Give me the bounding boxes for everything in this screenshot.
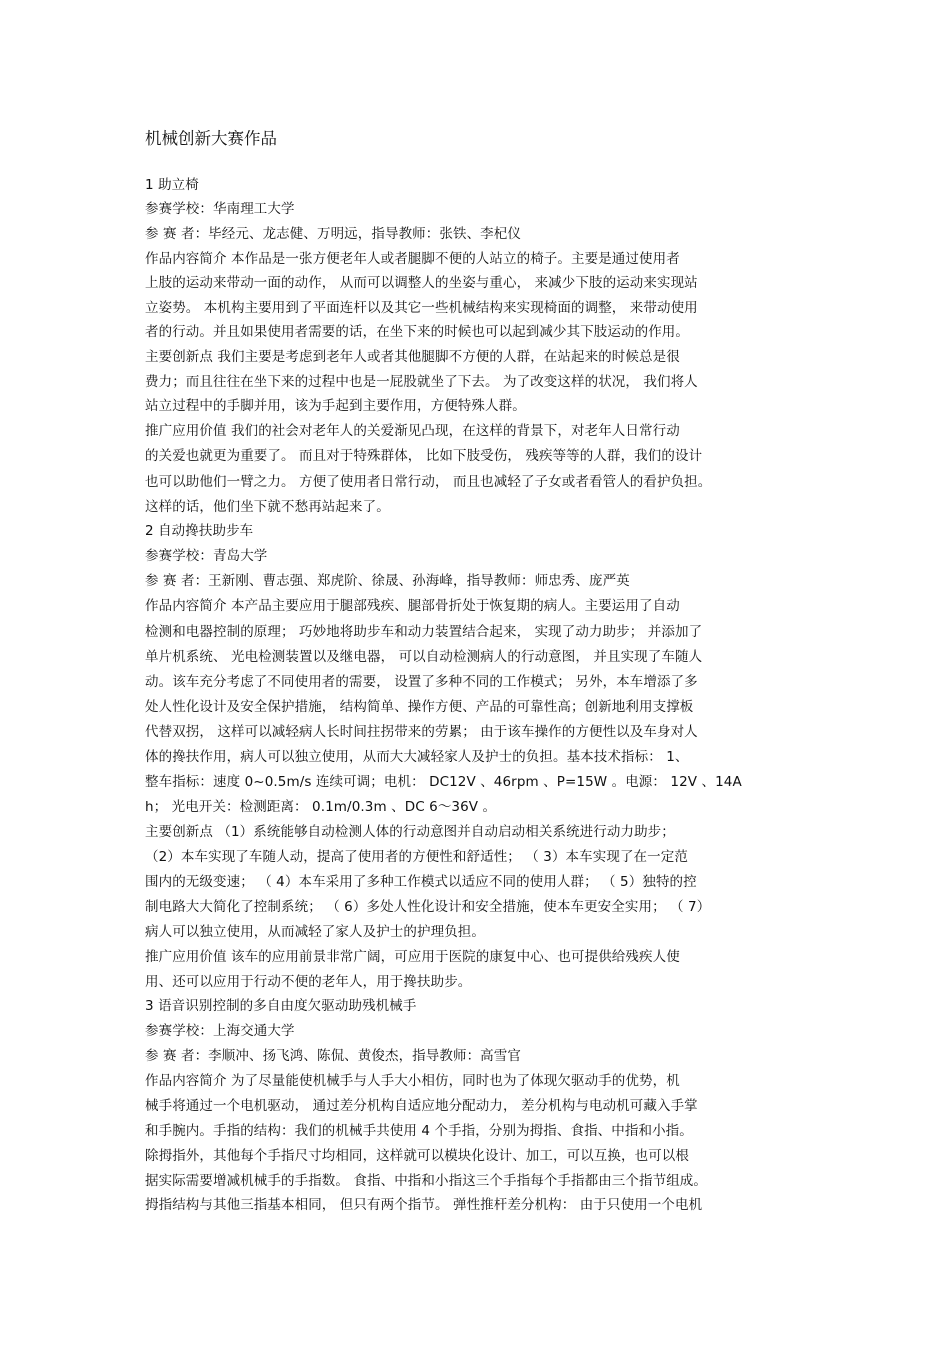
text-line: 2 自动搀扶助步车 <box>145 523 254 539</box>
text-line: 者的行动。并且如果使用者需要的话，在坐下来的时候也可以起到减少其下肢运动的作用。 <box>145 324 689 340</box>
text-line: （2）本车实现了车随人动，提高了使用者的方便性和舒适性； （ 3）本车实现了在一定范 <box>145 849 688 865</box>
text-line: 和手腕内。手指的结构：我们的机械手共使用 4 个手指，分别为拇指、食指、中指和小指。 <box>145 1123 693 1139</box>
text-line: 参赛学校：华南理工大学 <box>145 201 295 217</box>
text-line: 参 赛 者：王新刚、曹志强、郑虎阶、徐晟、孙海峰，指导教师：师忠秀、庞严英 <box>145 573 630 589</box>
text-line: 1 助立椅 <box>145 177 199 193</box>
text-line: h； 光电开关：检测距离： 0.1m/0.3m 、DC 6～36V 。 <box>145 799 497 815</box>
text-line: 3 语音识别控制的多自由度欠驱动助残机械手 <box>145 998 417 1014</box>
text-line: 参赛学校：上海交通大学 <box>145 1023 295 1039</box>
text-line: 推广应用价值 我们的社会对老年人的关爱渐见凸现，在这样的背景下，对老年人日常行动 <box>145 423 680 439</box>
text-line: 检测和电器控制的原理； 巧妙地将助步车和动力装置结合起来， 实现了动力助步； 并添加了 <box>145 624 703 640</box>
text-line: 用、还可以应用于行动不便的老年人，用于搀扶助步。 <box>145 974 472 990</box>
text-line: 制电路大大简化了控制系统； （ 6）多处人性化设计和安全措施，使本车更安全实用； （ 7） <box>145 899 711 915</box>
text-line: 单片机系统、 光电检测装置以及继电器， 可以自动检测病人的行动意图， 并且实现了车随人 <box>145 649 703 665</box>
text-line: 除拇指外，其他每个手指尺寸均相同，这样就可以模块化设计、加工，可以互换，也可以根 <box>145 1148 689 1164</box>
text-line: 立姿势。 本机构主要用到了平面连杆以及其它一些机械结构来实现椅面的调整， 来带动使用 <box>145 300 698 316</box>
text-line: 站立过程中的手脚并用，该为手起到主要作用，方便特殊人群。 <box>145 398 526 414</box>
text-line: 参 赛 者：毕经元、龙志健、万明远，指导教师：张铁、李杞仪 <box>145 226 521 242</box>
text-line: 动。该车充分考虑了不同使用者的需要， 设置了多种不同的工作模式； 另外，本车增添了多 <box>145 674 698 690</box>
document-title: 机械创新大赛作品 <box>145 129 277 148</box>
text-line: 代替双拐， 这样可以减轻病人长时间拄拐带来的劳累； 由于该车操作的方便性以及车身对人 <box>145 724 698 740</box>
text-line: 费力；而且往往在坐下来的过程中也是一屁股就坐了下去。 为了改变这样的状况， 我们将人 <box>145 374 698 390</box>
text-line: 主要创新点 （1）系统能够自动检测人体的行动意图并自动启动相关系统进行动力助步； <box>145 824 675 840</box>
text-line: 主要创新点 我们主要是考虑到老年人或者其他腿脚不方便的人群，在站起来的时候总是很 <box>145 349 680 365</box>
text-line: 据实际需要增减机械手的手指数。 食指、中指和小指这三个手指每个手指都由三个指节组成。 <box>145 1173 707 1189</box>
text-line: 械手将通过一个电机驱动， 通过差分机构自适应地分配动力， 差分机构与电动机可藏入手掌 <box>145 1098 698 1114</box>
text-line: 围内的无级变速； （ 4）本车采用了多种工作模式以适应不同的使用人群； （ 5）独特的控 <box>145 874 697 890</box>
text-line: 上肢的运动来带动一面的动作， 从而可以调整人的坐姿与重心， 来减少下肢的运动来实现站 <box>145 275 698 291</box>
text-line: 也可以助他们一臂之力。 方便了使用者日常行动， 而且也减轻了子女或者看管人的看护负担。 <box>145 474 712 490</box>
text-line: 参赛学校：青岛大学 <box>145 548 268 564</box>
text-line: 病人可以独立使用，从而减轻了家人及护士的护理负担。 <box>145 924 485 940</box>
text-line: 这样的话，他们坐下就不愁再站起来了。 <box>145 499 390 515</box>
text-line: 处人性化设计及安全保护措施， 结构简单、操作方便、产品的可靠性高；创新地利用支撑板 <box>145 699 694 715</box>
text-line: 整车指标：速度 0~0.5m/s 连续可调；电机： DC12V 、46rpm 、P=15W 。电源： 12V 、14A <box>145 774 742 790</box>
text-line: 作品内容简介 本作品是一张方便老年人或者腿脚不便的人站立的椅子。主要是通过使用者 <box>145 251 680 267</box>
text-line: 推广应用价值 该车的应用前景非常广阔，可应用于医院的康复中心、也可提供给残疾人使 <box>145 949 680 965</box>
text-line: 体的搀扶作用，病人可以独立使用，从而大大减轻家人及护士的负担。基本技术指标： 1、 <box>145 749 689 765</box>
text-line: 作品内容简介 为了尽量能使机械手与人手大小相仿，同时也为了体现欠驱动手的优势，机 <box>145 1073 680 1089</box>
text-line: 作品内容简介 本产品主要应用于腿部残疾、腿部骨折处于恢复期的病人。主要运用了自动 <box>145 598 680 614</box>
text-line: 的关爱也就更为重要了。 而且对于特殊群体， 比如下肢受伤， 残疾等等的人群，我们的设计 <box>145 448 703 464</box>
text-line: 拇指结构与其他三指基本相同， 但只有两个指节。 弹性推杆差分机构： 由于只使用一个电机 <box>145 1197 703 1213</box>
text-line: 参 赛 者：李顺冲、扬飞鸿、陈侃、黄俊杰，指导教师：高雪官 <box>145 1048 521 1064</box>
